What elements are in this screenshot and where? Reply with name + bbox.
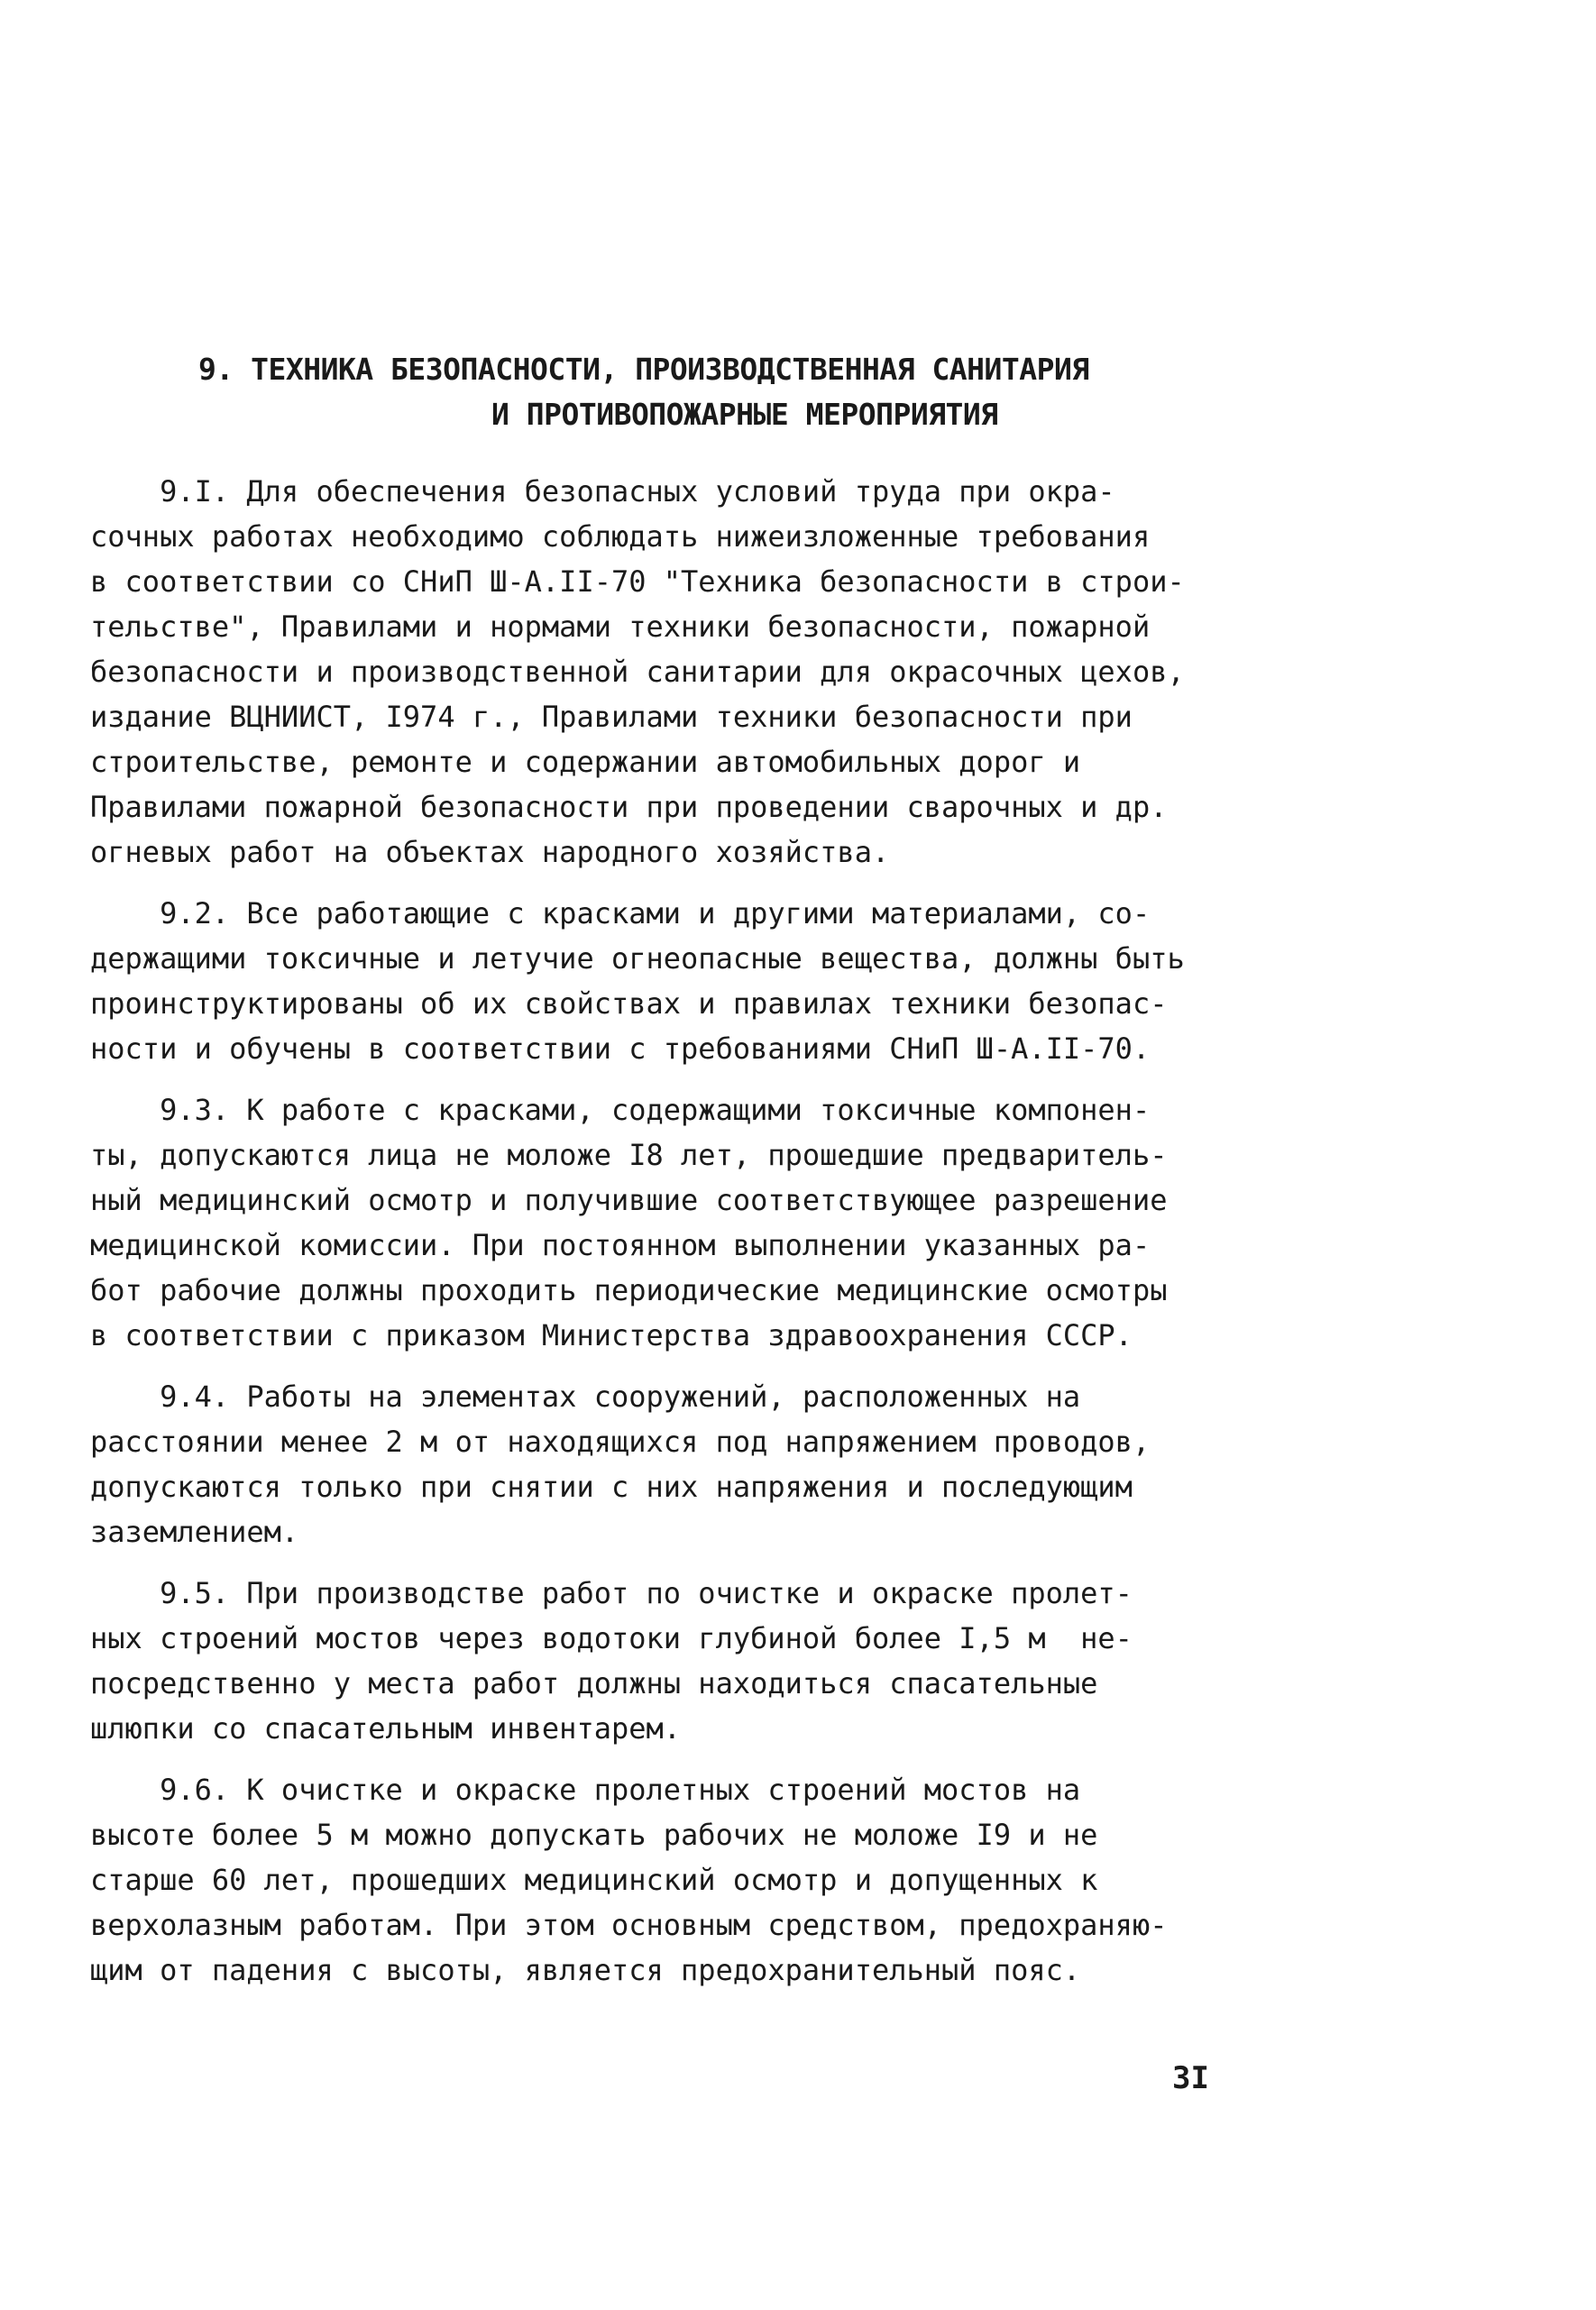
text-line: щим от падения с высоты, является предохранительный пояс. <box>90 1953 1081 1987</box>
paragraph-9-3 <box>90 1087 1262 1358</box>
text-line: расстоянии менее 2 м от находящихся под напряжением проводов, <box>90 1425 1151 1459</box>
text-line: шлюпки со спасательным инвентарем. <box>90 1711 682 1746</box>
text-line: высоте более 5 м можно допускать рабочих не моложе I9 и не <box>90 1818 1098 1852</box>
text-line: 9.3. К работе с красками, содержащими токсичные компонен- <box>90 1093 1151 1127</box>
text-line: держащими токсичные и летучие огнеопасные вещества, должны быть <box>90 941 1185 976</box>
text-line: тельстве", Правилами и нормами техники безопасности, пожарной <box>90 610 1151 644</box>
text-line: в соответствии с приказом Министерства здравоохранения СССР. <box>90 1318 1133 1352</box>
text-line: посредственно у места работ должны находиться спасательные <box>90 1666 1098 1700</box>
text-line: верхолазным работам. При этом основным средством, предохраняю- <box>90 1908 1168 1942</box>
text-line: 9.I. Для обеспечения безопасных условий труда при окра- <box>90 474 1115 509</box>
paragraph-9-4 <box>90 1374 1262 1554</box>
text-line: проинструктированы об их свойствах и правилах техники безопас- <box>90 986 1168 1021</box>
text-line: 9.4. Работы на элементах сооружений, расположенных на <box>90 1380 1081 1414</box>
paragraph-9-5 <box>90 1571 1262 1751</box>
page-number: 3I <box>1172 2060 1209 2096</box>
text-line: ный медицинский осмотр и получившие соответствующее разрешение <box>90 1183 1168 1217</box>
paragraph-9-6 <box>90 1767 1262 1993</box>
text-line: ности и обучены в соответствии с требованиями СНиП Ш-А.II-70. <box>90 1031 1151 1066</box>
text-line: 9.6. К очистке и окраске пролетных строений мостов на <box>90 1773 1081 1807</box>
heading-line-2: И ПРОТИВОПОЖАРНЫЕ МЕРОПРИЯТИЯ <box>491 397 998 432</box>
text-line: бот рабочие должны проходить периодические медицинские осмотры <box>90 1273 1168 1307</box>
section-body <box>90 469 1262 2009</box>
text-line: строительстве, ремонте и содержании автомобильных дорог и <box>90 745 1081 779</box>
text-line: безопасности и производственной санитарии для окрасочных цехов, <box>90 655 1185 689</box>
text-line: издание ВЦНИИСТ, I974 г., Правилами техники безопасности при <box>90 700 1133 734</box>
text-line: ных строений мостов через водотоки глубиной более I,5 м не- <box>90 1621 1133 1655</box>
text-line: медицинской комиссии. При постоянном выполнении указанных ра- <box>90 1228 1151 1262</box>
text-line: ты, допускаются лица не моложе I8 лет, прошедшие предваритель- <box>90 1138 1168 1172</box>
paragraph-9-2 <box>90 891 1262 1071</box>
text-line: допускаются только при снятии с них напряжения и последующим <box>90 1470 1133 1504</box>
text-line: огневых работ на объектах народного хозяйства. <box>90 835 890 869</box>
text-line: заземлением. <box>90 1515 299 1549</box>
text-line: в соответствии со СНиП Ш-А.II-70 "Техника безопасности в строи- <box>90 564 1185 599</box>
text-line: 9.5. При производстве работ по очистке и окраске пролет- <box>90 1576 1133 1610</box>
text-line: Правилами пожарной безопасности при проведении сварочных и др. <box>90 790 1168 824</box>
text-line: 9.2. Все работающие с красками и другими материалами, со- <box>90 896 1151 930</box>
text-line: старше 60 лет, прошедших медицинский осмотр и допущенных к <box>90 1863 1098 1897</box>
heading-line-1: 9. ТЕХНИКА БЕЗОПАСНОСТИ, ПРОИЗВОДСТВЕННАЯ САНИТАРИЯ <box>198 352 1089 387</box>
paragraph-9-1 <box>90 469 1262 875</box>
section-heading <box>180 347 1325 437</box>
text-line: сочных работах необходимо соблюдать нижеизложенные требования <box>90 519 1151 554</box>
